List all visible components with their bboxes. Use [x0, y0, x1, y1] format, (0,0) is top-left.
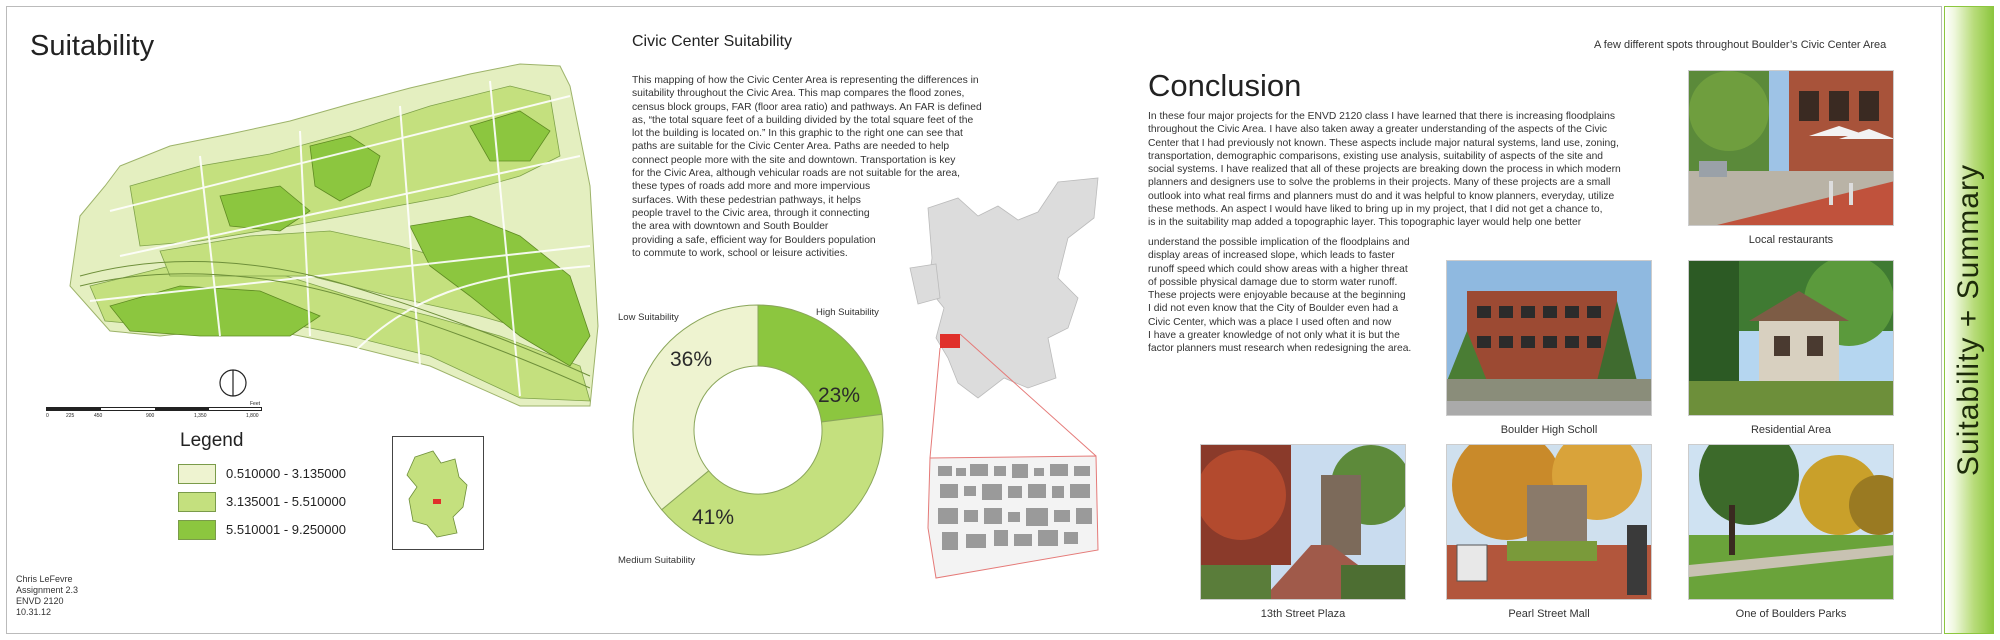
- text-line: census block groups, FAR (floor area ratio) and pathways. An FAR is defined: [632, 101, 982, 113]
- donut-value-label: 36%: [670, 348, 713, 371]
- credit-line: ENVD 2120: [16, 596, 64, 606]
- text-line: display areas of increased slope, which leads to faster: [1148, 250, 1395, 262]
- text-line: I have a greater knowledge of not only what it is but the: [1148, 330, 1400, 342]
- donut-slice-medium: [662, 414, 883, 555]
- civic-area-highlight: [940, 334, 960, 348]
- text-line: for the Civic Area, although vehicular roads are not suitable for the area,: [632, 168, 960, 180]
- scale-tick: 450: [94, 413, 103, 419]
- scale-tick: 900: [146, 413, 155, 419]
- text-line: of possible physical damage due to storm water runoff.: [1148, 276, 1398, 288]
- donut-value-label: 41%: [692, 506, 735, 529]
- text-line: factor planners must research when redesigning the area.: [1148, 343, 1412, 355]
- donut-category-label: High Suitability: [816, 307, 879, 318]
- text-line: planners and designers use to solve the problems in their projects. Many of these projects are a small: [1148, 177, 1611, 189]
- text-line: providing a safe, efficient way for Boulders population: [632, 234, 876, 246]
- text-line: as, “the total square feet of a building divided by the total square feet of the: [632, 114, 974, 126]
- text-line: suitability throughout the Civic Area. This map compares the flood zones,: [632, 88, 965, 100]
- photo-caption: 13th Street Plaza: [1260, 608, 1346, 620]
- legend-title: Legend: [180, 430, 244, 451]
- side-title-band: [1944, 6, 1994, 634]
- scale-tick: 225: [66, 413, 75, 419]
- legend-label: 5.510001 - 9.250000: [226, 522, 346, 537]
- photo-caption: One of Boulders Parks: [1735, 608, 1847, 620]
- author-credits: [16, 574, 78, 618]
- text-line: I did not even know that the City of Boulder even had a: [1148, 303, 1399, 315]
- city-context-map: [908, 168, 1108, 588]
- text-line: these types of roads add more and more impervious: [632, 181, 871, 193]
- north-arrow-icon: [218, 368, 248, 398]
- legend-swatch: [178, 520, 216, 540]
- text-line: Center that I had previously not known. These aspects include major natural systems, land use, zoning,: [1148, 137, 1619, 149]
- civic-title: Civic Center Suitability: [632, 33, 793, 50]
- text-line: runoff speed which could show areas with a higher threat: [1148, 263, 1408, 275]
- text-line: paths are suitable for the Civic Center Area. Paths are needed to help: [632, 141, 950, 153]
- conclusion-paragraph-narrow: [1148, 236, 1438, 356]
- scale-unit: Feet: [250, 401, 261, 407]
- text-line: social systems. I have realized that all of these projects are breaking down the process in which modern: [1148, 164, 1621, 176]
- legend-swatch: [178, 464, 216, 484]
- inset-locator-map: [392, 436, 484, 550]
- credit-line: 10.31.12: [16, 607, 52, 617]
- text-line: This mapping of how the Civic Center Area is representing the differences in: [632, 75, 979, 86]
- credit-line: Chris LeFevre: [16, 574, 73, 584]
- text-line: the area with downtown and South Boulder: [632, 221, 829, 233]
- suitability-donut-chart: [628, 292, 884, 562]
- donut-category-label: Medium Suitability: [618, 555, 696, 566]
- scale-tick: 0: [46, 413, 49, 419]
- credit-line: Assignment 2.3: [16, 585, 79, 595]
- text-line: Civic Center, which was a place I used often and now: [1148, 316, 1392, 328]
- text-line: lot the building is located on.” In this graphic to the right one can see that: [632, 128, 963, 140]
- legend-item-medium: [178, 492, 418, 512]
- scale-bar: [46, 401, 262, 421]
- text-line: people travel to the Civic area, through it connecting: [632, 207, 870, 219]
- legend-item-high: [178, 520, 418, 540]
- conclusion-paragraph-wide: [1148, 110, 1668, 230]
- side-title: Suitability + Summary: [1952, 164, 1985, 476]
- text-line: these methods. An aspect I would have liked to bring up in my project, that I did not get a chance to,: [1148, 204, 1603, 216]
- legend-label: 0.510000 - 3.135000: [226, 466, 346, 481]
- photo-caption: Pearl Street Mall: [1508, 608, 1590, 620]
- legend-label: 3.135001 - 5.510000: [226, 494, 346, 509]
- text-line: throughout the Civic Area. I have also taken away a greater understanding of the aspects of the Civic: [1148, 124, 1608, 136]
- photo-local-restaurants: [1688, 70, 1894, 226]
- legend-item-low: [178, 464, 418, 484]
- photo-caption: Local restaurants: [1748, 234, 1834, 246]
- scale-tick: 1,800: [246, 413, 259, 419]
- text-line: In these four major projects for the ENVD 2120 class I have learned that there is increasing floodplains: [1148, 111, 1616, 122]
- photo-caption: Boulder High Scholl: [1500, 424, 1598, 436]
- donut-value-label: 23%: [818, 384, 861, 407]
- photo-boulders-park: [1688, 444, 1894, 600]
- photo-caption: Residential Area: [1750, 424, 1832, 436]
- photo-residential-area: [1688, 260, 1894, 416]
- text-line: outlook into what real firms and planners must do and it was helpful to know planners, everyday, utilize: [1148, 190, 1615, 202]
- text-line: surfaces. With these pedestrian pathways, it helps: [632, 194, 861, 206]
- donut-category-label: Low Suitability: [618, 312, 679, 323]
- photo-boulder-high-school: [1446, 260, 1652, 416]
- civic-area-zoom: [928, 456, 1098, 578]
- scale-tick: 1,350: [194, 413, 207, 419]
- text-line: These projects were enjoyable because at the beginning: [1148, 290, 1406, 302]
- text-line: is in the suitability map added a topographic layer. This topographic layer would help one better: [1148, 217, 1582, 229]
- photo-13th-street-plaza: [1200, 444, 1406, 600]
- photos-header: A few different spots throughout Boulder’s Civic Center Area: [1594, 39, 1887, 51]
- conclusion-title: Conclusion: [1148, 68, 1302, 103]
- photo-pearl-street-mall: [1446, 444, 1652, 600]
- text-line: connect people more with the site and downtown. Transportation is key: [632, 154, 956, 166]
- suitability-map: [50, 36, 600, 416]
- donut-slice-low: [633, 305, 758, 510]
- text-line: understand the possible implication of the floodplains and: [1148, 237, 1410, 248]
- text-line: transportation, demographic comparisons, existing use analysis, suitability of aspects of the site and: [1148, 150, 1604, 162]
- legend-swatch: [178, 492, 216, 512]
- suitability-title: Suitability: [30, 30, 155, 62]
- text-line: to commute to work, school or leisure activities.: [632, 247, 848, 259]
